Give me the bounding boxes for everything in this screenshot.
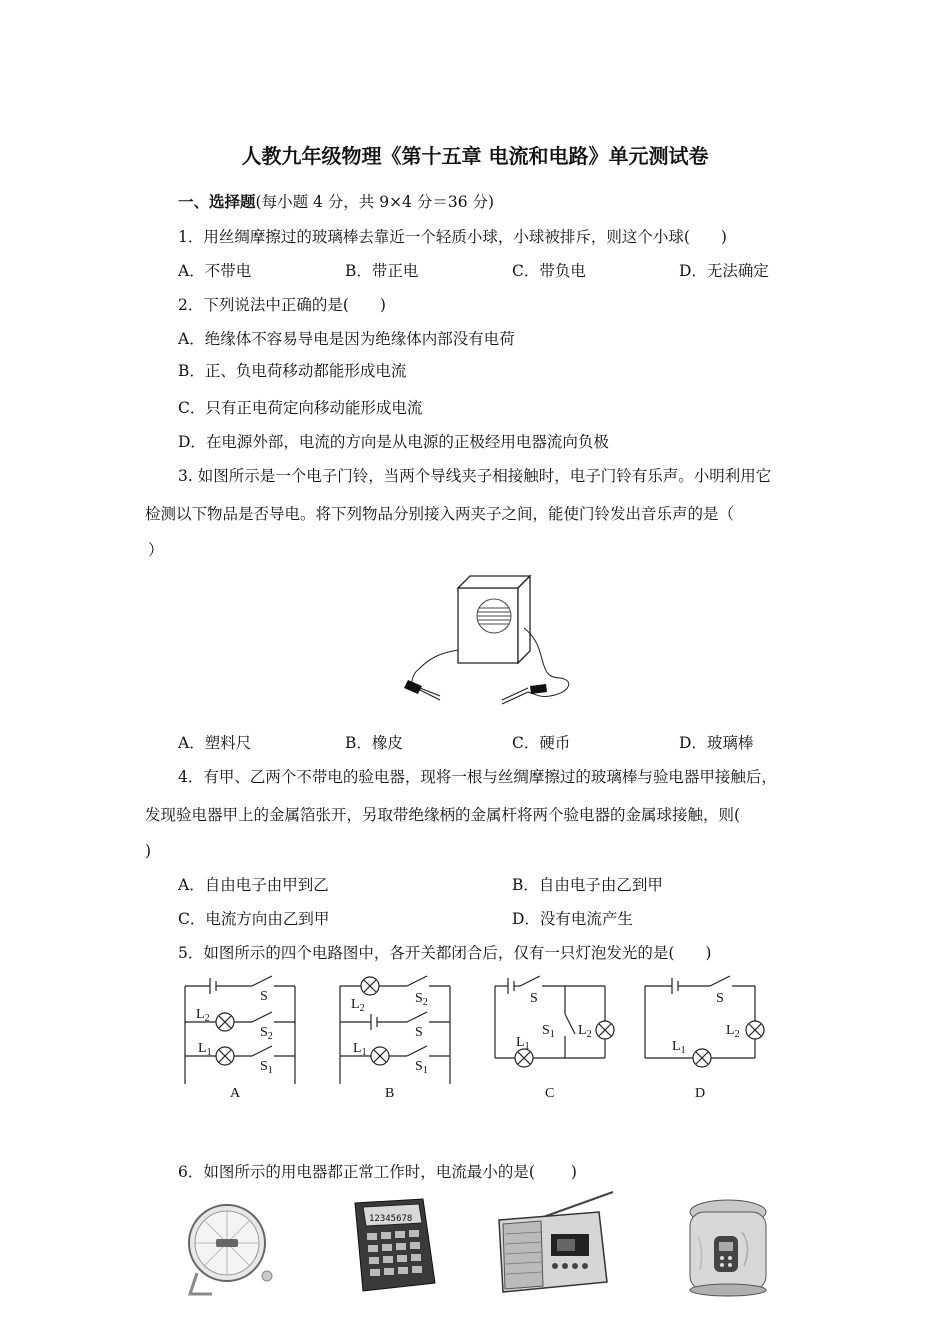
lamp-label: $L_2$ [578, 1023, 592, 1040]
q3-option-a: A．塑料尺 [178, 734, 252, 752]
page-title: 人教九年级物理《第十五章 电流和电路》单元测试卷 [241, 144, 709, 168]
circuit-a [180, 972, 305, 1102]
switch-label: S [415, 1025, 423, 1040]
q3-stem-line1: 3. 如图所示是一个电子门铃，当两个导线夹子相接触时，电子门铃有乐声。小明利用它 [178, 467, 772, 485]
lamp-label: $L_1$ [198, 1041, 212, 1058]
rice-cooker-icon [680, 1196, 780, 1300]
q4-stem-line3: ) [145, 842, 152, 860]
switch-label: S [530, 991, 538, 1006]
q3-stem-line3: ） [148, 541, 164, 559]
q1-option-c: C．带负电 [512, 262, 586, 280]
q3-stem-line2: 检测以下物品是否导电。将下列物品分别接入两夹子之间，能使门铃发出音乐声的是（ [145, 505, 735, 523]
lamp-label: $L_2$ [726, 1023, 740, 1040]
switch-label: S [260, 989, 268, 1004]
circuit-label-b: B [385, 1086, 395, 1101]
q5-stem: 5．如图所示的四个电路图中，各开关都闭合后，仅有一只灯泡发光的是( ) [178, 944, 712, 962]
circuit-label-c: C [545, 1086, 555, 1101]
q2-option-c: C．只有正电荷定向移动能形成电流 [178, 399, 423, 417]
q6-stem: 6．如图所示的用电器都正常工作时，电流最小的是( ) [178, 1163, 577, 1181]
lamp-label: $L_2$ [196, 1007, 210, 1024]
q2-option-b: B．正、负电荷移动都能形成电流 [178, 362, 407, 380]
circuit-label-d: D [695, 1086, 706, 1101]
speaker-grille [477, 599, 511, 633]
calculator-display: 12345678 [369, 1214, 413, 1224]
radio-icon [495, 1190, 615, 1298]
clip-right [502, 684, 547, 704]
q4-stem-line2: 发现验电器甲上的金属箔张开，另取带绝缘柄的金属杆将两个验电器的金属球接触，则( [145, 806, 741, 824]
section-heading: 一、选择题(每小题 4 分，共 9×4 分＝36 分) [178, 193, 495, 211]
q1-option-d: D．无法确定 [679, 262, 769, 280]
q4-option-c: C．电流方向由乙到甲 [178, 910, 330, 928]
q4-option-b: B．自由电子由乙到甲 [512, 876, 663, 894]
switch-label: $S_1$ [415, 1059, 428, 1076]
lamp-label: $L_1$ [516, 1035, 530, 1052]
switch-label: S [716, 991, 724, 1006]
q2-stem: 2．下列说法中正确的是( ) [178, 296, 386, 314]
q1-option-b: B．带正电 [345, 262, 419, 280]
q2-option-d: D．在电源外部，电流的方向是从电源的正极经用电器流向负极 [178, 433, 609, 451]
q3-option-b: B．橡皮 [345, 734, 403, 752]
q4-option-d: D．没有电流产生 [512, 910, 633, 928]
q1-stem: 1．用丝绸摩擦过的玻璃棒去靠近一个轻质小球，小球被排斥，则这个小球( ) [178, 228, 727, 246]
circuit-d [640, 972, 770, 1102]
lamp-label: $L_2$ [351, 997, 365, 1014]
q4-stem-line1: 4．有甲、乙两个不带电的验电器，现将一根与丝绸摩擦过的玻璃棒与验电器甲接触后， [178, 768, 777, 786]
circuit-b [335, 972, 460, 1102]
lamp-label: $L_1$ [353, 1041, 367, 1058]
circuit-c [490, 972, 620, 1102]
clip-left [404, 680, 440, 700]
q3-option-c: C．硬币 [512, 734, 571, 752]
lamp-label: $L_1$ [672, 1039, 686, 1056]
switch-label: $S_1$ [260, 1059, 273, 1076]
circuit-label-a: A [230, 1086, 241, 1101]
switch-label: $S_1$ [542, 1023, 555, 1040]
switch-label: $S_2$ [415, 991, 428, 1008]
q2-option-a: A．绝缘体不容易导电是因为绝缘体内部没有电荷 [178, 330, 515, 348]
q4-option-a: A．自由电子由甲到乙 [178, 876, 329, 894]
doorbell-figure [400, 568, 590, 713]
calculator-icon [345, 1195, 440, 1295]
switch-label: $S_2$ [260, 1025, 273, 1042]
q1-option-a: A．不带电 [178, 262, 252, 280]
wire-left [410, 650, 458, 686]
q3-option-d: D．玻璃棒 [679, 734, 754, 752]
fan-icon [182, 1198, 282, 1298]
